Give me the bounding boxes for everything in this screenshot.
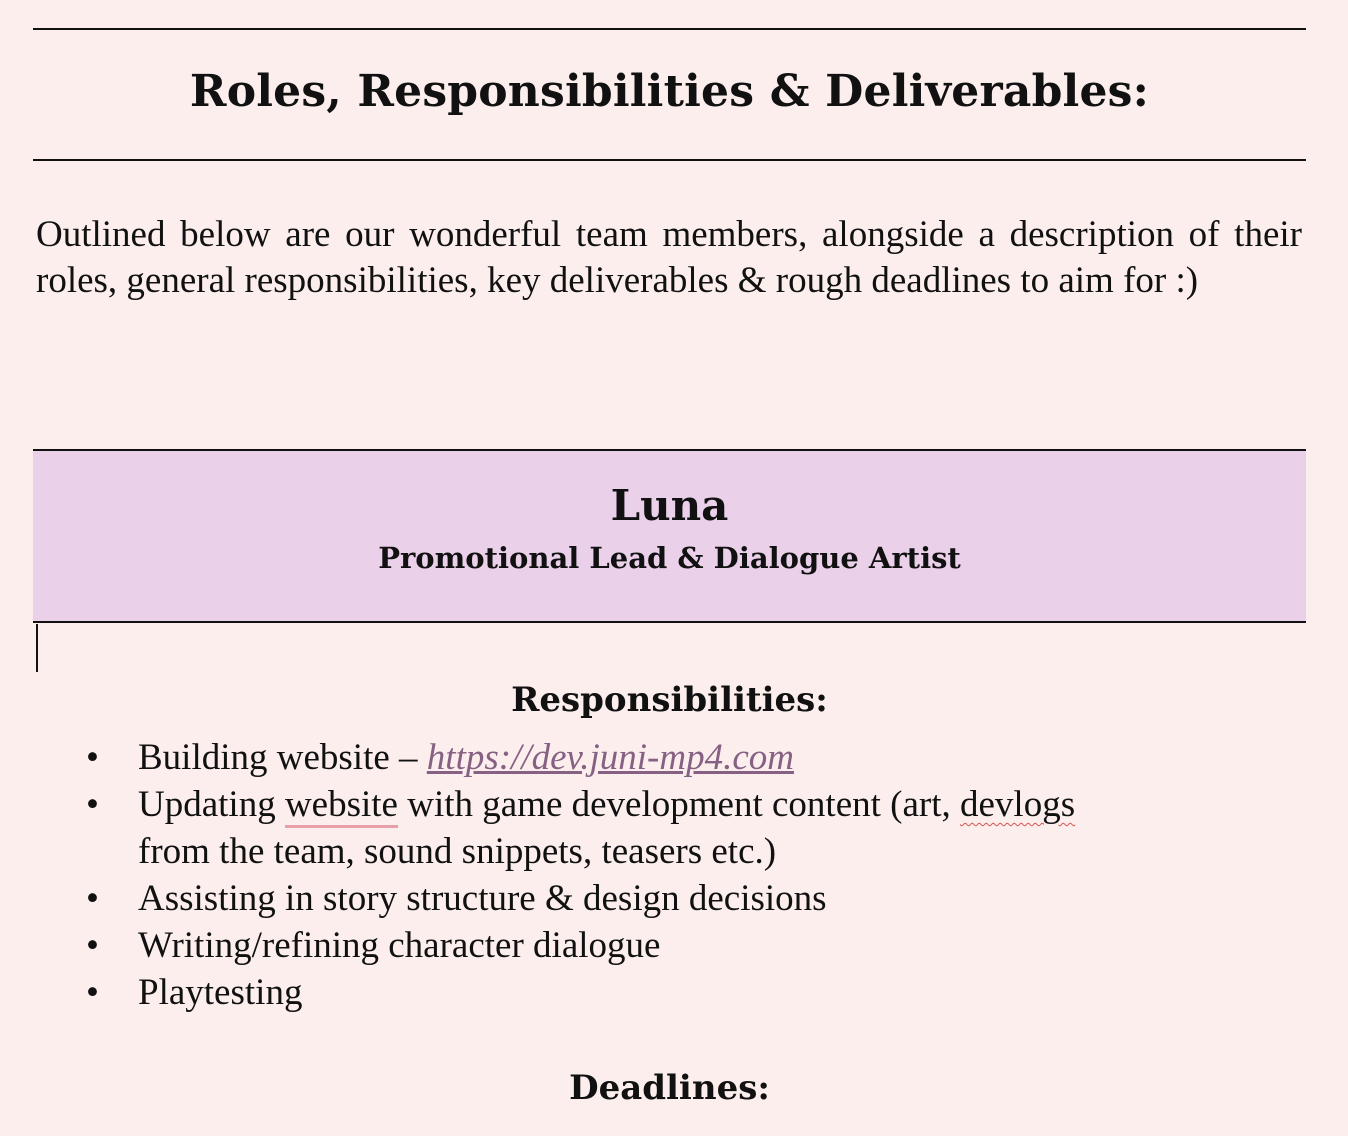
grammar-flagged-word[interactable]: website bbox=[285, 784, 398, 828]
list-item bbox=[138, 875, 1298, 922]
list-item-text: Playtesting bbox=[138, 972, 303, 1013]
list-item-text: Building website – bbox=[138, 737, 427, 778]
deadlines-title: Deadlines: bbox=[569, 1068, 770, 1108]
list-item bbox=[138, 734, 1298, 781]
list-item-text: Assisting in story structure & design decisions bbox=[138, 878, 827, 919]
list-item-text: with game development content (art, bbox=[397, 784, 960, 825]
top-divider bbox=[33, 28, 1306, 30]
member-name: Luna bbox=[610, 481, 729, 530]
member-card bbox=[33, 449, 1306, 623]
page-heading: Roles, Responsibilities & Deliverables: bbox=[189, 66, 1150, 117]
responsibilities-title: Responsibilities: bbox=[511, 680, 828, 720]
intro-paragraph[interactable]: Outlined below are our wonderful team members, alongside a description of their roles, general responsibilities, key deliverables & rough deadlines to aim for :) bbox=[36, 214, 1302, 301]
list-item bbox=[138, 781, 1298, 875]
spelling-flagged-word[interactable]: devlogs bbox=[960, 784, 1076, 825]
list-item-text: Writing/refining character dialogue bbox=[138, 925, 661, 966]
member-role: Promotional Lead & Dialogue Artist bbox=[378, 541, 961, 575]
list-item-text: from the team, sound snippets, teasers etc.) bbox=[138, 831, 777, 872]
list-item bbox=[138, 922, 1298, 969]
text-cursor bbox=[36, 624, 38, 672]
heading-divider bbox=[33, 159, 1306, 161]
list-item bbox=[138, 969, 1298, 1016]
website-link[interactable]: https://dev.juni-mp4.com bbox=[426, 737, 794, 778]
list-item-text: Updating bbox=[138, 784, 285, 825]
responsibilities-list bbox=[138, 734, 1298, 1016]
